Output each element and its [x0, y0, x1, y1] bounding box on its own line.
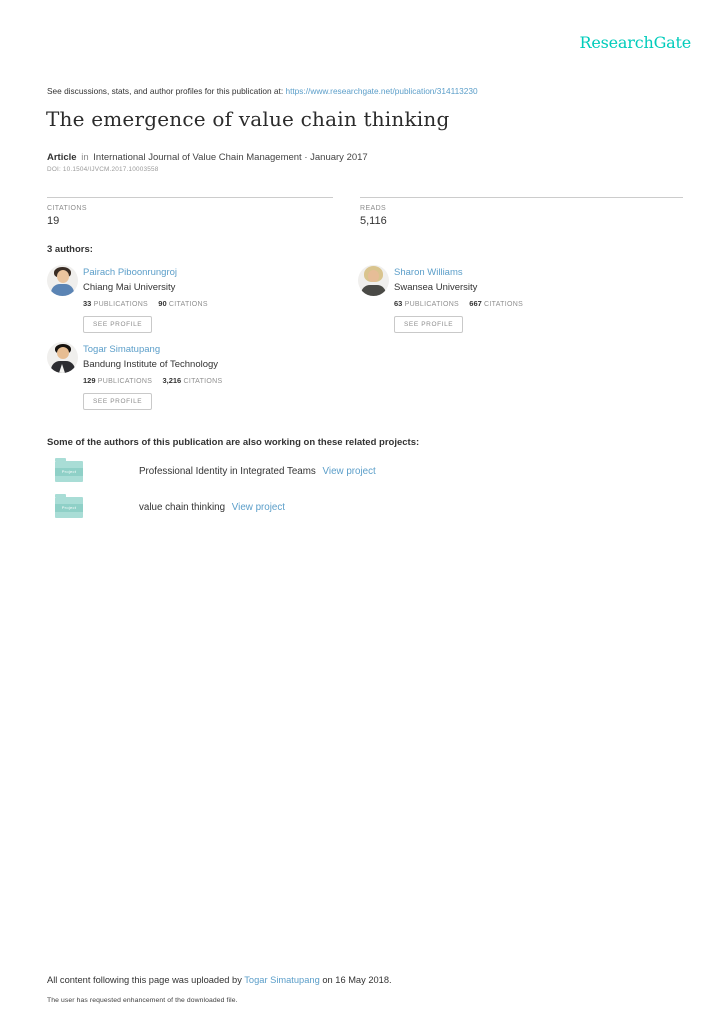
author-avatar[interactable]	[358, 265, 389, 296]
projects-heading: Some of the authors of this publication are also working on these related projects:	[47, 437, 420, 448]
citations-value: 19	[47, 215, 60, 227]
project-title: Professional Identity in Integrated Teams	[139, 466, 316, 477]
upload-info-line	[47, 975, 392, 985]
publication-type: Article	[47, 152, 77, 163]
citations-label: CITATIONS	[183, 378, 223, 385]
author-name-link[interactable]: Sharon Williams	[394, 267, 463, 278]
see-profile-button[interactable]: SEE PROFILE	[83, 393, 152, 410]
uploader-link[interactable]: Togar Simatupang	[244, 975, 320, 985]
publication-title: The emergence of value chain thinking	[46, 107, 450, 131]
journal-name: International Journal of Value Chain Management · January 2017	[93, 152, 368, 163]
author-citations-count: 90	[158, 299, 167, 308]
project-row	[55, 497, 285, 518]
author-stats	[394, 299, 523, 308]
author-info	[83, 342, 222, 410]
project-folder-label: Project	[55, 504, 83, 512]
author-card	[358, 265, 523, 333]
author-affiliation: Chiang Mai University	[83, 282, 176, 293]
doi-line: DOI: 10.1504/IJVCM.2017.10003558	[47, 166, 159, 173]
author-name-link[interactable]: Togar Simatupang	[83, 344, 161, 355]
author-citations-count: 667	[469, 299, 482, 308]
citations-stat	[47, 197, 333, 227]
project-title-line	[139, 466, 376, 477]
project-folder-label: Project	[55, 468, 83, 476]
in-word: in	[81, 152, 89, 163]
author-avatar[interactable]	[47, 265, 78, 296]
reads-stat	[360, 197, 683, 227]
citations-label: CITATIONS	[168, 301, 208, 308]
reads-label: READS	[360, 205, 387, 212]
project-folder-icon	[55, 497, 83, 518]
avatar-face	[368, 270, 379, 282]
citations-label: CITATIONS	[484, 301, 524, 308]
authors-heading: 3 authors:	[47, 244, 93, 255]
view-project-link[interactable]: View project	[231, 502, 285, 513]
view-project-link[interactable]: View project	[322, 466, 376, 477]
publication-url-link[interactable]: https://www.researchgate.net/publication/314113230	[285, 86, 478, 96]
author-stats	[83, 376, 222, 385]
author-citations-count: 3,216	[162, 376, 182, 385]
author-info	[83, 265, 208, 333]
avatar-face	[57, 347, 69, 359]
author-card	[47, 265, 208, 333]
project-row	[55, 461, 376, 482]
author-stats	[83, 299, 208, 308]
upload-prefix: All content following this page was uploaded by	[47, 975, 242, 985]
reads-value: 5,116	[360, 215, 387, 227]
author-affiliation: Swansea University	[394, 282, 478, 293]
author-name-link[interactable]: Pairach Piboonrungroj	[83, 267, 178, 278]
citations-label: CITATIONS	[47, 205, 87, 212]
author-info	[394, 265, 523, 333]
author-publications-count: 63	[394, 299, 403, 308]
article-meta-line	[47, 152, 368, 163]
see-profile-button[interactable]: SEE PROFILE	[394, 316, 463, 333]
avatar-face	[57, 270, 69, 283]
project-folder-icon	[55, 461, 83, 482]
project-title: value chain thinking	[139, 502, 226, 513]
publications-label: PUBLICATIONS	[404, 301, 460, 308]
author-publications-count: 33	[83, 299, 92, 308]
avatar-torso	[361, 285, 386, 296]
publications-label: PUBLICATIONS	[97, 378, 153, 385]
author-avatar[interactable]	[47, 342, 78, 373]
upload-suffix: on 16 May 2018.	[322, 975, 392, 985]
project-title-line	[139, 502, 285, 513]
author-affiliation: Bandung Institute of Technology	[83, 359, 219, 370]
top-note-text: See discussions, stats, and author profiles for this publication at:	[47, 86, 284, 96]
avatar-torso	[51, 284, 74, 296]
researchgate-logo: ResearchGate	[579, 33, 691, 52]
enhancement-note: The user has requested enhancement of the downloaded file.	[47, 997, 238, 1004]
author-card	[47, 342, 222, 410]
top-note	[47, 86, 478, 96]
publications-label: PUBLICATIONS	[93, 301, 149, 308]
see-profile-button[interactable]: SEE PROFILE	[83, 316, 152, 333]
author-publications-count: 129	[83, 376, 96, 385]
avatar-shirt	[59, 364, 65, 373]
